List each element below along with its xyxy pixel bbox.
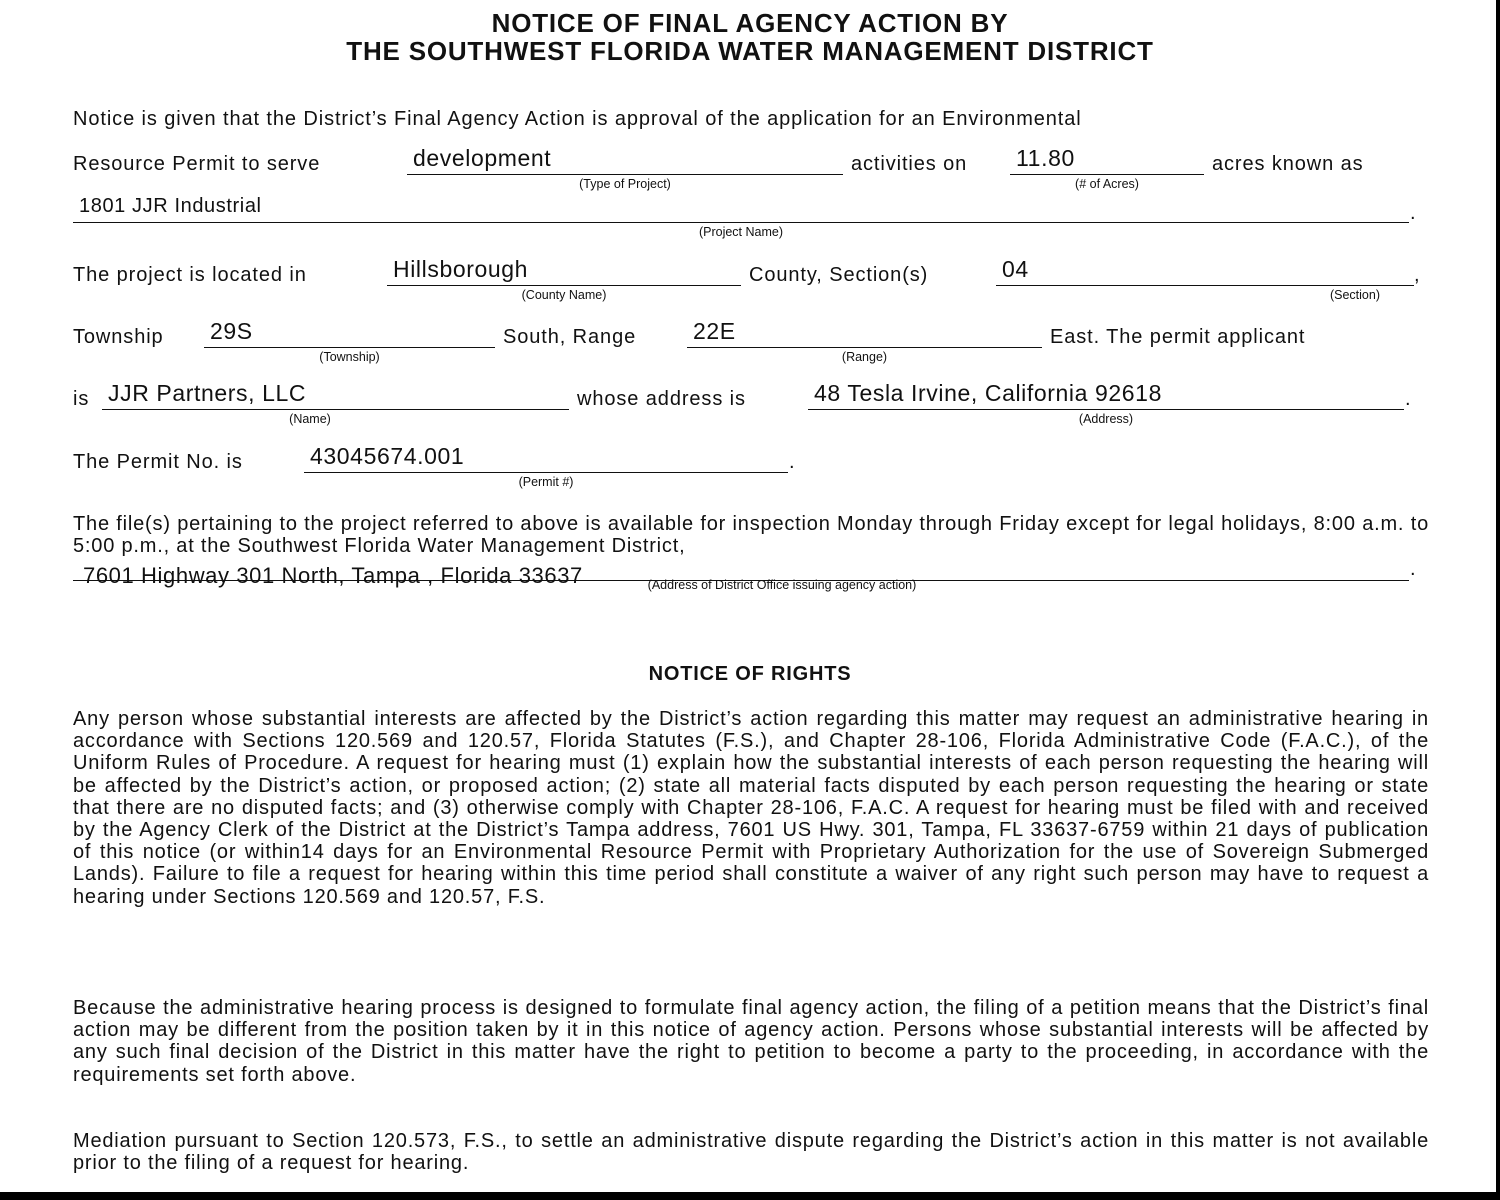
document-title bbox=[0, 9, 1500, 65]
type-of-project-caption: (Type of Project) bbox=[579, 177, 671, 191]
project-name-value: 1801 JJR Industrial bbox=[79, 195, 262, 217]
permit-no-label: The Permit No. is bbox=[73, 451, 243, 473]
applicant-name-value: JJR Partners, LLC bbox=[108, 380, 307, 406]
range-value: 22E bbox=[693, 318, 736, 344]
notice-of-rights-heading: NOTICE OF RIGHTS bbox=[648, 663, 852, 685]
township-field[interactable] bbox=[204, 318, 495, 364]
permit-number-field[interactable] bbox=[304, 443, 788, 489]
resource-permit-label: Resource Permit to serve bbox=[73, 153, 321, 175]
district-office-field[interactable] bbox=[73, 556, 1409, 592]
whose-address-label: whose address is bbox=[577, 388, 746, 410]
type-of-project-field[interactable] bbox=[407, 145, 843, 191]
section-value: 04 bbox=[1002, 256, 1029, 282]
section-field[interactable] bbox=[996, 256, 1414, 302]
township-label: Township bbox=[73, 326, 164, 348]
period: . bbox=[1410, 202, 1417, 224]
acres-field[interactable] bbox=[1010, 145, 1204, 191]
applicant-name-field[interactable] bbox=[102, 380, 569, 426]
located-in-label: The project is located in bbox=[73, 264, 307, 286]
range-field[interactable] bbox=[687, 318, 1042, 364]
page-border-bottom bbox=[0, 1192, 1500, 1200]
comma: , bbox=[1414, 264, 1421, 286]
acres-known-as-label: acres known as bbox=[1212, 153, 1364, 175]
applicant-address-value: 48 Tesla Irvine, California 92618 bbox=[814, 380, 1162, 406]
type-of-project-value: development bbox=[413, 145, 552, 171]
page-border-right bbox=[1496, 0, 1500, 1200]
district-office-caption: (Address of District Office issuing agency action) bbox=[647, 578, 917, 592]
township-value: 29S bbox=[210, 318, 253, 344]
applicant-address-field[interactable] bbox=[808, 380, 1404, 426]
project-name-field[interactable] bbox=[73, 195, 1409, 239]
permit-number-caption: (Permit #) bbox=[518, 475, 574, 489]
district-office-value: 7601 Highway 301 North, Tampa , Florida 33637 bbox=[83, 563, 583, 588]
rights-paragraph-1: Any person whose substantial interests are affected by the District’s action regarding this matter may request an administrative hearing in accordance with Sections 120.569 and 120.57, Florida Statutes (F.S.), and Chapter 28-106, Florida Administrative Code (F.A.C.), of the Uniform Rules of Procedure. A request for hearing must (1) explain how the substantial interests of each person requesting the hearing will be affected by the District’s action, or proposed action; (2) state all material facts disputed by each person requesting the hearing or state that there are no disputed facts; and (3) otherwise comply with Chapter 28-106, F.A.C. A request for hearing must be filed with and received by the Agency Clerk of the District at the District’s Tampa address, 7601 US Hwy. 301, Tampa, FL 33637-6759 within 21 days of publication of this notice (or within14 days for an Environmental Resource Permit with Proprietary Authorization for the use of Sovereign Submerged Lands). Failure to file a request for hearing within this time period shall constitute a waiver of any right such person may have to request a hearing under Sections 120.569 and 120.57, F.S. bbox=[73, 708, 1429, 908]
acres-caption: (# of Acres) bbox=[1075, 177, 1139, 191]
applicant-name-caption: (Name) bbox=[289, 412, 331, 426]
notice-line-1: Notice is given that the District’s Final Agency Action is approval of the application for an Environmental bbox=[73, 108, 1082, 130]
county-caption: (County Name) bbox=[521, 288, 607, 302]
permit-number-value: 43045674.001 bbox=[310, 443, 465, 469]
rights-paragraph-2: Because the administrative hearing process is designed to formulate final agency action, the filing of a petition means that the District’s final action may be different from the position taken by it in this notice of agency action. Persons whose substantial interests will be affected by any such final decision of the District in this matter have the right to petition to become a party to the proceeding, in accordance with the requirements set forth above. bbox=[73, 997, 1429, 1086]
acres-value: 11.80 bbox=[1016, 145, 1075, 171]
county-field[interactable] bbox=[387, 256, 741, 302]
title-line-1: NOTICE OF FINAL AGENCY ACTION BY bbox=[491, 8, 1009, 38]
activities-on-label: activities on bbox=[851, 153, 968, 175]
project-name-caption: (Project Name) bbox=[698, 225, 784, 239]
south-range-label: South, Range bbox=[503, 326, 637, 348]
period: . bbox=[789, 451, 796, 473]
township-caption: (Township) bbox=[319, 350, 380, 364]
period: . bbox=[1410, 558, 1417, 580]
range-caption: (Range) bbox=[841, 350, 888, 364]
county-value: Hillsborough bbox=[393, 256, 529, 282]
section-caption: (Section) bbox=[1329, 288, 1381, 302]
applicant-address-caption: (Address) bbox=[1078, 412, 1134, 426]
county-section-label: County, Section(s) bbox=[749, 264, 929, 286]
is-label: is bbox=[73, 388, 90, 410]
title-line-2: THE SOUTHWEST FLORIDA WATER MANAGEMENT DISTRICT bbox=[346, 36, 1154, 66]
mediation-paragraph: Mediation pursuant to Section 120.573, F.S., to settle an administrative dispute regarding the District’s action in this matter is not available prior to the filing of a request for hearing. bbox=[73, 1130, 1429, 1175]
period: . bbox=[1405, 388, 1412, 410]
files-paragraph: The file(s) pertaining to the project referred to above is available for inspection Monday through Friday except for legal holidays, 8:00 a.m. to 5:00 p.m., at the Southwest Florida Water Management District, bbox=[73, 513, 1429, 558]
east-applicant-label: East. The permit applicant bbox=[1050, 326, 1306, 348]
